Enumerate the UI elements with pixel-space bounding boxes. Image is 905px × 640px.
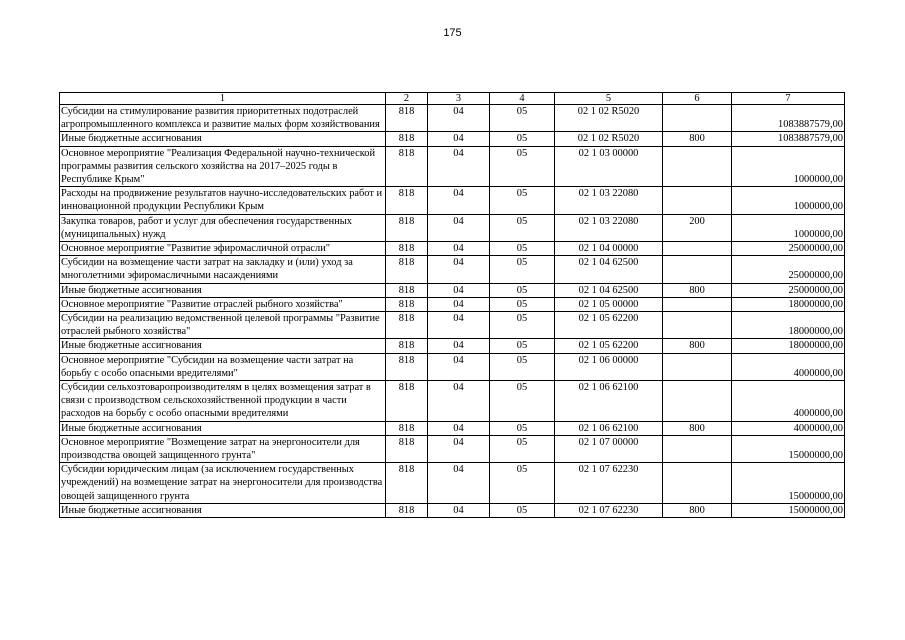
cell-subsection-code: 05 bbox=[490, 214, 555, 241]
cell-section-code: 04 bbox=[428, 353, 490, 380]
cell-target-article: 02 1 04 00000 bbox=[555, 242, 663, 256]
cell-target-article: 02 1 03 22080 bbox=[555, 214, 663, 241]
cell-ministry-code: 818 bbox=[386, 283, 428, 297]
cell-section-code: 04 bbox=[428, 503, 490, 517]
cell-expense-type bbox=[663, 297, 732, 311]
table-row bbox=[60, 105, 845, 132]
cell-subsection-code: 05 bbox=[490, 463, 555, 504]
cell-section-code: 04 bbox=[428, 242, 490, 256]
cell-amount: 1083887579,00 bbox=[732, 132, 845, 146]
cell-name: Основное мероприятие "Реализация Федеральной научно-технической программы развития сельского хозяйства на 2017–2025 годы в Республике Крым" bbox=[60, 146, 386, 187]
cell-ministry-code: 818 bbox=[386, 503, 428, 517]
cell-expense-type bbox=[663, 381, 732, 422]
cell-subsection-code: 05 bbox=[490, 146, 555, 187]
cell-name: Иные бюджетные ассигнования bbox=[60, 503, 386, 517]
cell-subsection-code: 05 bbox=[490, 353, 555, 380]
cell-expense-type bbox=[663, 187, 732, 214]
table-row bbox=[60, 187, 845, 214]
cell-name: Основное мероприятие "Развитие эфиромасличной отрасли" bbox=[60, 242, 386, 256]
table-row bbox=[60, 312, 845, 339]
cell-expense-type: 200 bbox=[663, 214, 732, 241]
cell-amount: 18000000,00 bbox=[732, 339, 845, 353]
cell-section-code: 04 bbox=[428, 256, 490, 283]
cell-target-article: 02 1 07 00000 bbox=[555, 435, 663, 462]
table-row bbox=[60, 435, 845, 462]
header-col-2: 2 bbox=[386, 93, 428, 105]
cell-name: Основное мероприятие "Развитие отраслей рыбного хозяйства" bbox=[60, 297, 386, 311]
header-col-1: 1 bbox=[60, 93, 386, 105]
table-body bbox=[60, 105, 845, 518]
cell-target-article: 02 1 05 00000 bbox=[555, 297, 663, 311]
cell-ministry-code: 818 bbox=[386, 146, 428, 187]
cell-expense-type bbox=[663, 146, 732, 187]
cell-ministry-code: 818 bbox=[386, 435, 428, 462]
cell-amount: 1000000,00 bbox=[732, 146, 845, 187]
cell-expense-type bbox=[663, 463, 732, 504]
table-row bbox=[60, 242, 845, 256]
cell-subsection-code: 05 bbox=[490, 381, 555, 422]
table-row bbox=[60, 463, 845, 504]
cell-ministry-code: 818 bbox=[386, 132, 428, 146]
header-col-5: 5 bbox=[555, 93, 663, 105]
cell-name: Субсидии сельхозтоваропроизводителям в целях возмещения затрат в связи с производством сельскохозяйственной продукции в части расходов на борьбу с особо опасными вредителями bbox=[60, 381, 386, 422]
cell-expense-type: 800 bbox=[663, 503, 732, 517]
table-row bbox=[60, 283, 845, 297]
cell-section-code: 04 bbox=[428, 381, 490, 422]
cell-subsection-code: 05 bbox=[490, 187, 555, 214]
cell-section-code: 04 bbox=[428, 435, 490, 462]
cell-amount: 18000000,00 bbox=[732, 312, 845, 339]
cell-amount: 18000000,00 bbox=[732, 297, 845, 311]
cell-amount: 25000000,00 bbox=[732, 256, 845, 283]
table-header bbox=[60, 93, 845, 105]
cell-amount: 25000000,00 bbox=[732, 283, 845, 297]
cell-subsection-code: 05 bbox=[490, 283, 555, 297]
cell-expense-type: 800 bbox=[663, 421, 732, 435]
cell-expense-type bbox=[663, 256, 732, 283]
cell-ministry-code: 818 bbox=[386, 353, 428, 380]
cell-expense-type: 800 bbox=[663, 283, 732, 297]
cell-subsection-code: 05 bbox=[490, 339, 555, 353]
cell-expense-type bbox=[663, 242, 732, 256]
cell-ministry-code: 818 bbox=[386, 242, 428, 256]
cell-name: Иные бюджетные ассигнования bbox=[60, 132, 386, 146]
table-row bbox=[60, 339, 845, 353]
cell-ministry-code: 818 bbox=[386, 297, 428, 311]
cell-section-code: 04 bbox=[428, 105, 490, 132]
cell-section-code: 04 bbox=[428, 283, 490, 297]
cell-ministry-code: 818 bbox=[386, 256, 428, 283]
cell-target-article: 02 1 02 R5020 bbox=[555, 132, 663, 146]
cell-ministry-code: 818 bbox=[386, 339, 428, 353]
cell-section-code: 04 bbox=[428, 146, 490, 187]
cell-section-code: 04 bbox=[428, 187, 490, 214]
cell-name: Расходы на продвижение результатов научно-исследовательских работ и инновационной продукции Республики Крым bbox=[60, 187, 386, 214]
budget-table bbox=[59, 92, 845, 518]
cell-expense-type: 800 bbox=[663, 339, 732, 353]
cell-ministry-code: 818 bbox=[386, 381, 428, 422]
cell-target-article: 02 1 03 00000 bbox=[555, 146, 663, 187]
cell-section-code: 04 bbox=[428, 421, 490, 435]
cell-subsection-code: 05 bbox=[490, 435, 555, 462]
table-row bbox=[60, 421, 845, 435]
cell-amount: 1000000,00 bbox=[732, 187, 845, 214]
cell-target-article: 02 1 03 22080 bbox=[555, 187, 663, 214]
table-row bbox=[60, 503, 845, 517]
cell-target-article: 02 1 06 00000 bbox=[555, 353, 663, 380]
cell-subsection-code: 05 bbox=[490, 421, 555, 435]
header-col-4: 4 bbox=[490, 93, 555, 105]
cell-expense-type bbox=[663, 312, 732, 339]
cell-target-article: 02 1 05 62200 bbox=[555, 312, 663, 339]
cell-ministry-code: 818 bbox=[386, 187, 428, 214]
cell-subsection-code: 05 bbox=[490, 105, 555, 132]
cell-amount: 1083887579,00 bbox=[732, 105, 845, 132]
cell-expense-type bbox=[663, 105, 732, 132]
header-col-7: 7 bbox=[732, 93, 845, 105]
cell-name: Субсидии юридическим лицам (за исключением государственных учреждений) на возмещение затрат на энергоносители для производства овощей защищенного грунта bbox=[60, 463, 386, 504]
table-row bbox=[60, 381, 845, 422]
cell-section-code: 04 bbox=[428, 214, 490, 241]
cell-amount: 25000000,00 bbox=[732, 242, 845, 256]
table-row bbox=[60, 297, 845, 311]
cell-amount: 4000000,00 bbox=[732, 381, 845, 422]
cell-expense-type bbox=[663, 353, 732, 380]
cell-expense-type bbox=[663, 435, 732, 462]
table-row bbox=[60, 256, 845, 283]
cell-name: Основное мероприятие "Субсидии на возмещение части затрат на борьбу с особо опасными вредителями" bbox=[60, 353, 386, 380]
cell-subsection-code: 05 bbox=[490, 297, 555, 311]
cell-amount: 1000000,00 bbox=[732, 214, 845, 241]
cell-name: Субсидии на реализацию ведомственной целевой программы "Развитие отраслей рыбного хозяйства" bbox=[60, 312, 386, 339]
cell-subsection-code: 05 bbox=[490, 503, 555, 517]
cell-name: Иные бюджетные ассигнования bbox=[60, 339, 386, 353]
cell-target-article: 02 1 07 62230 bbox=[555, 463, 663, 504]
cell-target-article: 02 1 04 62500 bbox=[555, 256, 663, 283]
cell-subsection-code: 05 bbox=[490, 312, 555, 339]
cell-amount: 15000000,00 bbox=[732, 463, 845, 504]
cell-subsection-code: 05 bbox=[490, 256, 555, 283]
cell-section-code: 04 bbox=[428, 312, 490, 339]
cell-name: Закупка товаров, работ и услуг для обеспечения государственных (муниципальных) нужд bbox=[60, 214, 386, 241]
cell-section-code: 04 bbox=[428, 297, 490, 311]
table-row bbox=[60, 132, 845, 146]
cell-amount: 15000000,00 bbox=[732, 435, 845, 462]
table-row bbox=[60, 146, 845, 187]
cell-name: Иные бюджетные ассигнования bbox=[60, 421, 386, 435]
cell-section-code: 04 bbox=[428, 339, 490, 353]
table-row bbox=[60, 353, 845, 380]
cell-target-article: 02 1 06 62100 bbox=[555, 381, 663, 422]
cell-target-article: 02 1 06 62100 bbox=[555, 421, 663, 435]
cell-subsection-code: 05 bbox=[490, 132, 555, 146]
cell-amount: 15000000,00 bbox=[732, 503, 845, 517]
cell-amount: 4000000,00 bbox=[732, 353, 845, 380]
cell-name: Основное мероприятие "Возмещение затрат на энергоносители для производства овощей защищенного грунта" bbox=[60, 435, 386, 462]
page-number: 175 bbox=[443, 27, 462, 39]
cell-ministry-code: 818 bbox=[386, 463, 428, 504]
cell-expense-type: 800 bbox=[663, 132, 732, 146]
cell-section-code: 04 bbox=[428, 132, 490, 146]
cell-name: Иные бюджетные ассигнования bbox=[60, 283, 386, 297]
cell-section-code: 04 bbox=[428, 463, 490, 504]
cell-target-article: 02 1 02 R5020 bbox=[555, 105, 663, 132]
cell-name: Субсидии на стимулирование развития приоритетных подотраслей агропромышленного комплекса и развитие малых форм хозяйствования bbox=[60, 105, 386, 132]
cell-amount: 4000000,00 bbox=[732, 421, 845, 435]
cell-subsection-code: 05 bbox=[490, 242, 555, 256]
header-col-6: 6 bbox=[663, 93, 732, 105]
cell-target-article: 02 1 05 62200 bbox=[555, 339, 663, 353]
header-col-3: 3 bbox=[428, 93, 490, 105]
cell-target-article: 02 1 07 62230 bbox=[555, 503, 663, 517]
header-row bbox=[60, 93, 845, 105]
cell-name: Субсидии на возмещение части затрат на закладку и (или) уход за многолетними эфиромасличными насаждениями bbox=[60, 256, 386, 283]
cell-ministry-code: 818 bbox=[386, 312, 428, 339]
table-row bbox=[60, 214, 845, 241]
cell-ministry-code: 818 bbox=[386, 421, 428, 435]
cell-ministry-code: 818 bbox=[386, 214, 428, 241]
cell-target-article: 02 1 04 62500 bbox=[555, 283, 663, 297]
cell-ministry-code: 818 bbox=[386, 105, 428, 132]
